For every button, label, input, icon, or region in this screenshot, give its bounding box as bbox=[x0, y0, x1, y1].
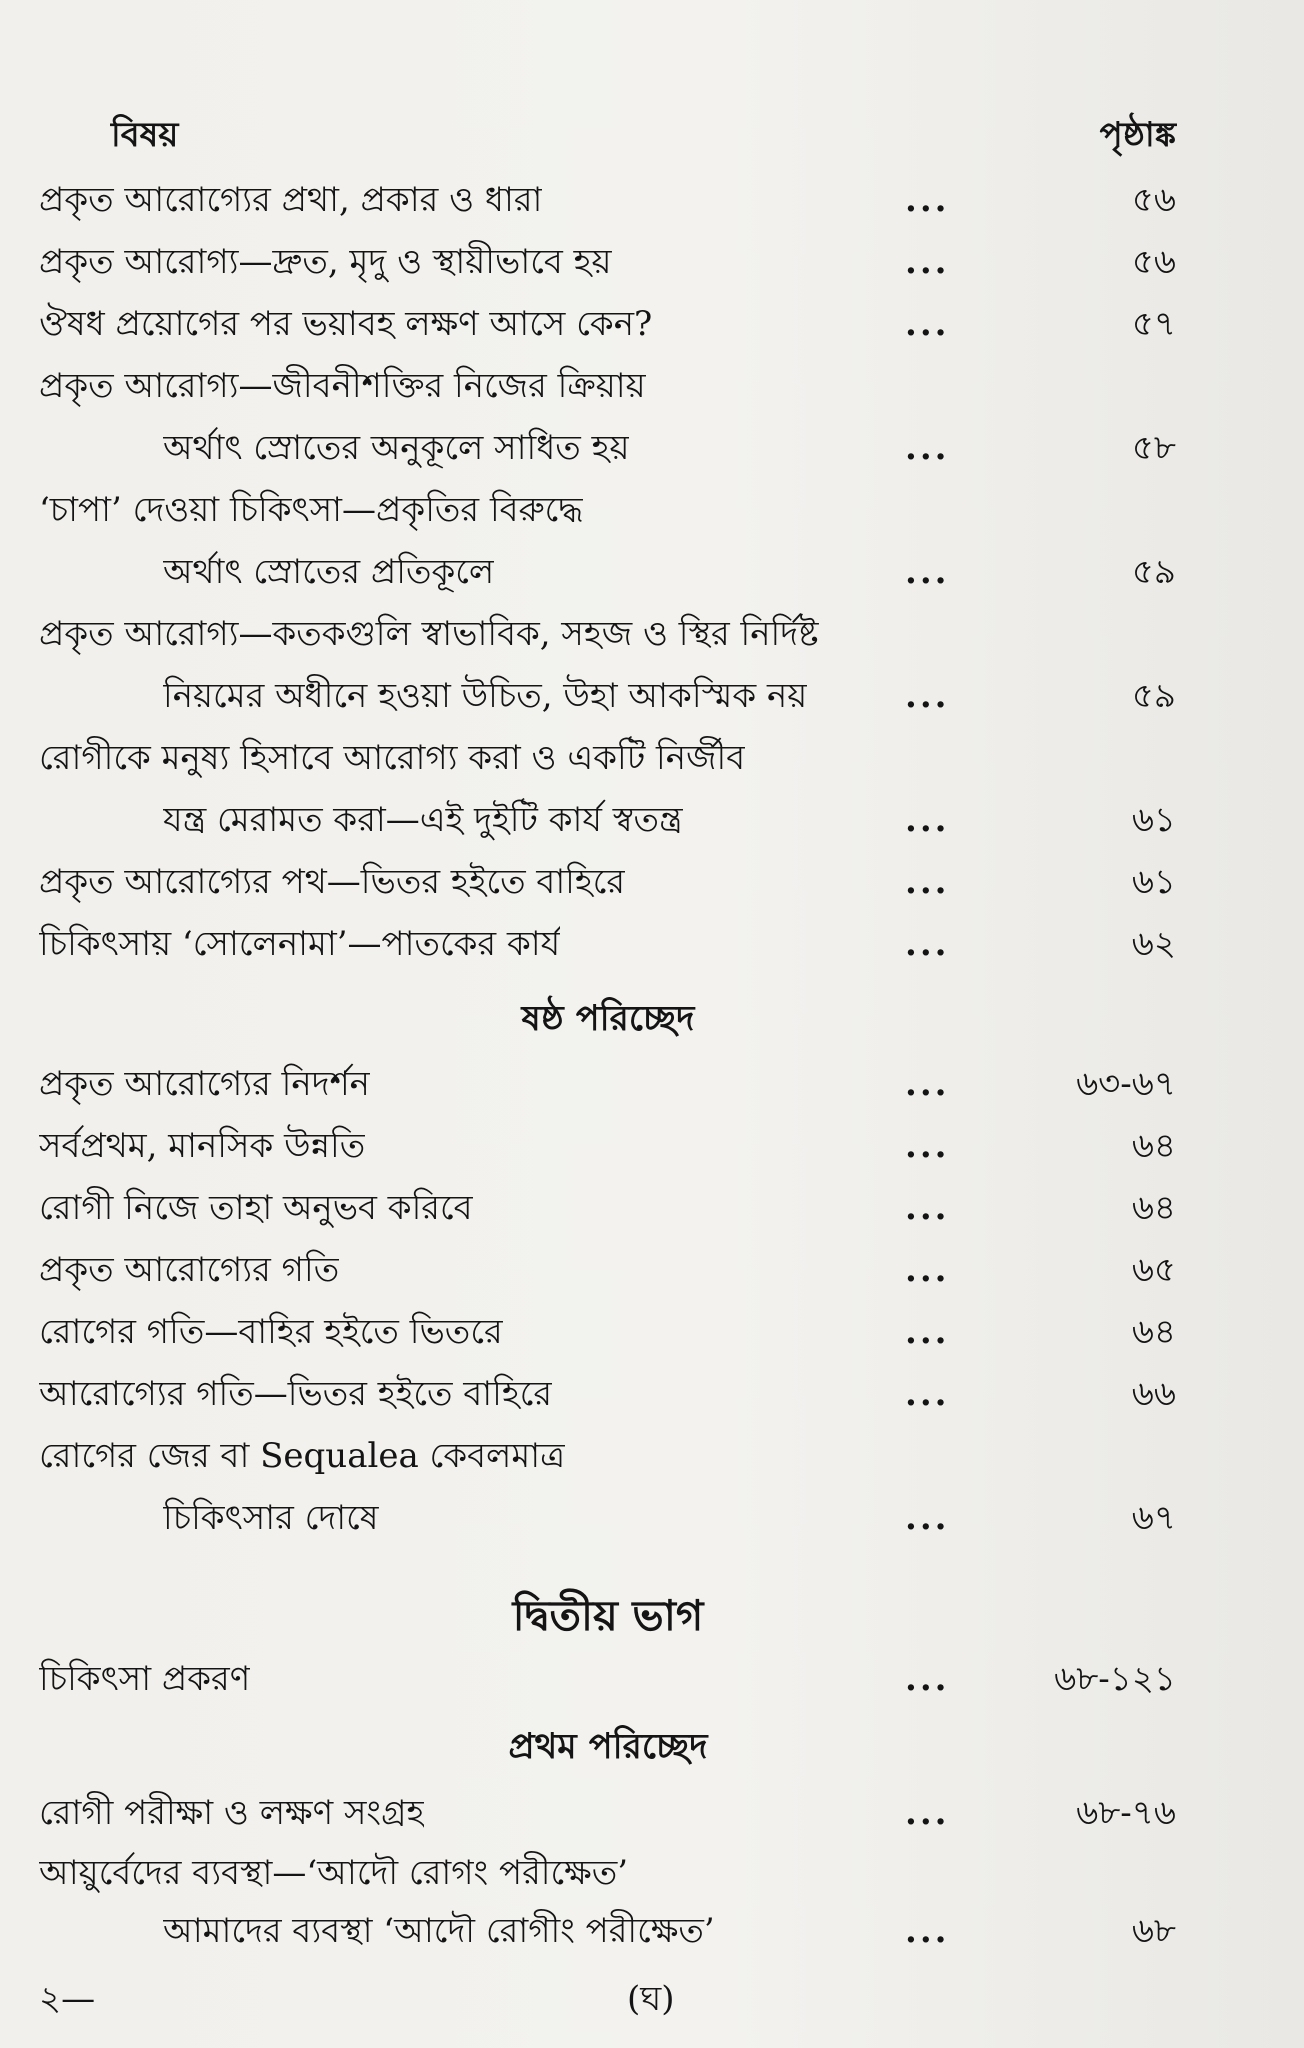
entry-title: প্রকৃত আরোগ্যের প্রথা, প্রকার ও ধারা bbox=[39, 180, 543, 220]
entry-title: রোগী নিজে তাহা অনুভব করিবে bbox=[39, 1188, 473, 1228]
dot-leader: ... bbox=[905, 1064, 950, 1104]
entry-page-number: ৬৩-৬৭ bbox=[1076, 1064, 1176, 1104]
entry-line bbox=[0, 789, 1304, 851]
dot-leader: ... bbox=[905, 1250, 950, 1290]
entry-title-continued: আমাদের ব্যবস্থা ‘আদৌ রোগীং পরীক্ষেত’ bbox=[163, 1911, 715, 1951]
chapter-heading: প্রথম পরিচ্ছেদ bbox=[508, 1726, 708, 1767]
toc-entry bbox=[0, 851, 1304, 913]
entry-page-number: ৬৮-১২১ bbox=[1054, 1659, 1176, 1699]
toc-entry bbox=[0, 1301, 1304, 1363]
entry-page-number: ৬১ bbox=[1131, 800, 1176, 840]
entry-title: রোগের গতি—বাহির হইতে ভিতরে bbox=[39, 1312, 503, 1352]
dot-leader: ... bbox=[905, 1312, 950, 1352]
chapter-heading: ষষ্ঠ পরিচ্ছেদ bbox=[521, 998, 695, 1039]
entry-page-number: ৫৬ bbox=[1131, 180, 1176, 220]
toc-entry bbox=[0, 1425, 1304, 1549]
entry-line bbox=[0, 665, 1304, 727]
entry-title-continued: যন্ত্র মেরামত করা—এই দুইটি কার্য স্বতন্ত্র bbox=[163, 800, 683, 840]
entry-title: প্রকৃত আরোগ্য—কতকগুলি স্বাভাবিক, সহজ ও স্থির নির্দিষ্ট bbox=[39, 614, 819, 654]
entry-page-number: ৬৫ bbox=[1131, 1250, 1176, 1290]
part-heading: দ্বিতীয় ভাগ bbox=[512, 1591, 704, 1640]
entry-line bbox=[0, 355, 1304, 417]
toc-entry bbox=[0, 603, 1304, 727]
dot-leader: ... bbox=[905, 1374, 950, 1414]
toc-entry bbox=[0, 293, 1304, 355]
toc-entry bbox=[0, 1782, 1304, 1844]
dot-leader: ... bbox=[905, 1498, 950, 1538]
entry-page-number: ৬৭ bbox=[1131, 1498, 1176, 1538]
toc-entry bbox=[0, 727, 1304, 851]
entry-title: রোগী পরীক্ষা ও লক্ষণ সংগ্রহ bbox=[39, 1793, 425, 1833]
dot-leader: ... bbox=[905, 242, 950, 282]
dot-leader: ... bbox=[905, 676, 950, 716]
entry-page-number: ৫৬ bbox=[1131, 242, 1176, 282]
entry-page-number: ৬৪ bbox=[1131, 1188, 1176, 1228]
entry-title: চিকিৎসায় ‘সোলেনামা’—পাতকের কার্য bbox=[39, 924, 561, 964]
entry-title: ‘চাপা’ দেওয়া চিকিৎসা—প্রকৃতির বিরুদ্ধে bbox=[39, 490, 584, 530]
entry-title: সর্বপ্রথম, মানসিক উন্নতি bbox=[39, 1126, 366, 1166]
page-footer bbox=[0, 1968, 1304, 2030]
toc-entry bbox=[0, 913, 1304, 975]
dot-leader: ... bbox=[905, 924, 950, 964]
entry-title: প্রকৃত আরোগ্যের গতি bbox=[39, 1250, 340, 1290]
entry-title: ঔষধ প্রয়োগের পর ভয়াবহ লক্ষণ আসে কেন? bbox=[39, 304, 653, 344]
dot-leader: ... bbox=[905, 428, 950, 468]
entry-page-number: ৬৪ bbox=[1131, 1126, 1176, 1166]
entry-line bbox=[0, 1487, 1304, 1549]
entry-page-number: ৬৬ bbox=[1131, 1374, 1176, 1414]
entry-title: প্রকৃত আরোগ্যের নিদর্শন bbox=[39, 1064, 370, 1104]
toc-header bbox=[0, 104, 1304, 166]
toc-entry bbox=[0, 1177, 1304, 1239]
entry-page-number: ৫৯ bbox=[1131, 552, 1176, 592]
toc-entry bbox=[0, 1363, 1304, 1425]
entry-page-number: ৬২ bbox=[1131, 924, 1176, 964]
toc-entry bbox=[0, 1844, 1304, 1960]
entry-title: রোগের জের বা Sequalea কেবলমাত্র bbox=[39, 1436, 566, 1476]
entry-title-continued: নিয়মের অধীনে হওয়া উচিত, উহা আকস্মিক নয় bbox=[163, 676, 808, 716]
entry-line bbox=[0, 541, 1304, 603]
dot-leader: ... bbox=[905, 1793, 950, 1833]
toc-entry bbox=[0, 1648, 1304, 1710]
entry-title-continued: চিকিৎসার দোষে bbox=[163, 1498, 379, 1538]
page-column-label: পৃষ্ঠাঙ্ক bbox=[1099, 115, 1176, 155]
entry-page-number: ৫৯ bbox=[1131, 676, 1176, 716]
topic-column-label: বিষয় bbox=[111, 115, 179, 155]
folio-number: (ঘ) bbox=[627, 1979, 675, 2019]
dot-leader: ... bbox=[905, 862, 950, 902]
toc-entry bbox=[0, 479, 1304, 603]
dot-leader: ... bbox=[905, 800, 950, 840]
dot-leader: ... bbox=[905, 1911, 950, 1951]
entry-line bbox=[0, 1425, 1304, 1487]
entry-page-number: ৬৮-৭৬ bbox=[1076, 1793, 1176, 1833]
toc-entry bbox=[0, 1115, 1304, 1177]
entry-page-number: ৫৭ bbox=[1131, 304, 1176, 344]
dot-leader: ... bbox=[905, 304, 950, 344]
toc-entry bbox=[0, 1239, 1304, 1301]
entry-title-continued: অর্থাৎ স্রোতের প্রতিকূলে bbox=[163, 552, 495, 592]
toc-entry bbox=[0, 169, 1304, 231]
entry-line bbox=[0, 727, 1304, 789]
entry-line bbox=[0, 417, 1304, 479]
entry-title: প্রকৃত আরোগ্যের পথ—ভিতর হইতে বাহিরে bbox=[39, 862, 626, 902]
dot-leader: ... bbox=[905, 1126, 950, 1166]
entry-title: প্রকৃত আরোগ্য—জীবনীশক্তির নিজের ক্রিয়ায় bbox=[39, 366, 646, 406]
entry-title: আয়ুর্বেদের ব্যবস্থা—‘আদৌ রোগং পরীক্ষেত’ bbox=[39, 1853, 629, 1893]
toc-entry bbox=[0, 355, 1304, 479]
entry-title-continued: অর্থাৎ স্রোতের অনুকূলে সাধিত হয় bbox=[163, 428, 630, 468]
entry-page-number: ৬১ bbox=[1131, 862, 1176, 902]
entry-line bbox=[0, 1902, 1304, 1960]
dot-leader: ... bbox=[905, 552, 950, 592]
entry-line bbox=[0, 479, 1304, 541]
entry-line bbox=[0, 1844, 1304, 1902]
entry-title: প্রকৃত আরোগ্য—দ্রুত, মৃদু ও স্থায়ীভাবে হয় bbox=[39, 242, 612, 282]
table-of-contents bbox=[0, 169, 1304, 1960]
dot-leader: ... bbox=[905, 180, 950, 220]
entry-title: চিকিৎসা প্রকরণ bbox=[39, 1659, 251, 1699]
signature-mark: ২— bbox=[39, 1979, 96, 2019]
entry-page-number: ৫৮ bbox=[1131, 428, 1176, 468]
entry-title: আরোগ্যের গতি—ভিতর হইতে বাহিরে bbox=[39, 1374, 553, 1414]
entry-page-number: ৬৪ bbox=[1131, 1312, 1176, 1352]
dot-leader: ... bbox=[905, 1659, 950, 1699]
toc-entry bbox=[0, 231, 1304, 293]
entry-line bbox=[0, 603, 1304, 665]
dot-leader: ... bbox=[905, 1188, 950, 1228]
entry-page-number: ৬৮ bbox=[1131, 1911, 1176, 1951]
entry-title: রোগীকে মনুষ্য হিসাবে আরোগ্য করা ও একটি নির্জীব bbox=[39, 738, 746, 778]
toc-entry bbox=[0, 1053, 1304, 1115]
